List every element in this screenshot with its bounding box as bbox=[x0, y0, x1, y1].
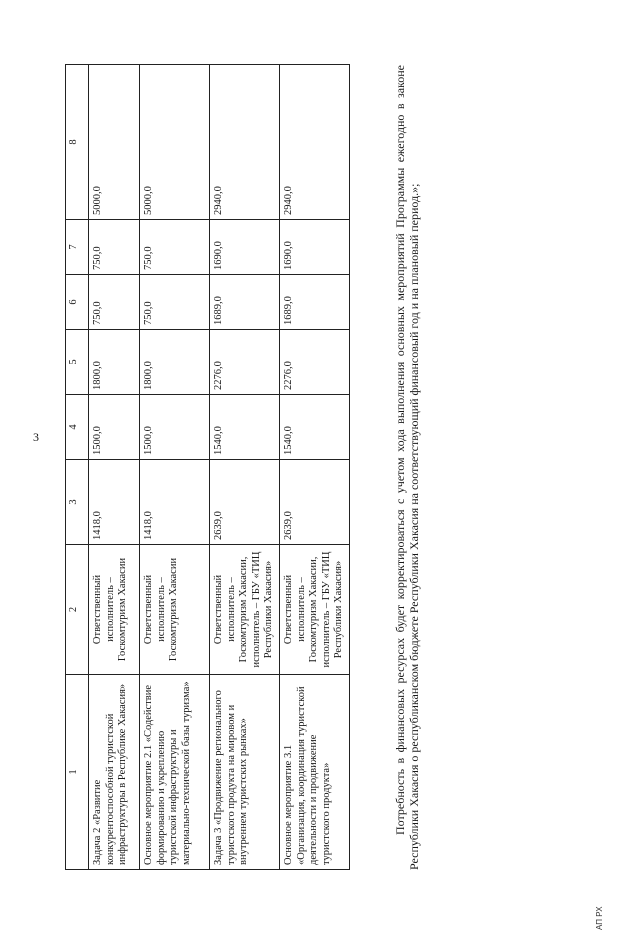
value-cell: 1690,0 bbox=[210, 220, 280, 275]
value-cell: 750,0 bbox=[89, 275, 140, 330]
value-cell: 1689,0 bbox=[210, 275, 280, 330]
task-name-cell: Задача 3 «Продвижение регионального туристского продукта на мировом и внутреннем туристских рынках» bbox=[210, 675, 280, 870]
value-cell: 1690,0 bbox=[280, 220, 350, 275]
value-cell: 2940,0 bbox=[210, 65, 280, 220]
table-row bbox=[280, 65, 350, 870]
value-cell: 2940,0 bbox=[280, 65, 350, 220]
page-number: 3 bbox=[33, 430, 39, 444]
task-name-cell: Основное мероприятие 2.1 «Содействие формированию и укреплению туристской инфраструктуры и материально-технической базы туризма» bbox=[140, 675, 210, 870]
value-cell: 1800,0 bbox=[140, 330, 210, 395]
value-cell: 5000,0 bbox=[89, 65, 140, 220]
header-cell: 4 bbox=[66, 395, 89, 460]
header-cell: 7 bbox=[66, 220, 89, 275]
value-cell: 750,0 bbox=[89, 220, 140, 275]
value-cell: 1500,0 bbox=[89, 395, 140, 460]
financing-table bbox=[65, 64, 350, 870]
rotated-content bbox=[65, 65, 615, 930]
header-cell: 8 bbox=[66, 65, 89, 220]
value-cell: 1418,0 bbox=[140, 460, 210, 545]
value-cell: 2639,0 bbox=[280, 460, 350, 545]
value-cell: 2276,0 bbox=[280, 330, 350, 395]
value-cell: 1418,0 bbox=[89, 460, 140, 545]
header-cell: 5 bbox=[66, 330, 89, 395]
header-cell: 6 bbox=[66, 275, 89, 330]
value-cell: 1689,0 bbox=[280, 275, 350, 330]
value-cell: 1540,0 bbox=[280, 395, 350, 460]
task-name-cell: Задача 2 «Развитие конкурентоспособной туристской инфраструктуры в Республике Хакасия» bbox=[89, 675, 140, 870]
value-cell: 2639,0 bbox=[210, 460, 280, 545]
financing-paragraph bbox=[393, 65, 421, 870]
value-cell: 5000,0 bbox=[140, 65, 210, 220]
executor-cell: Ответственный исполнитель – Госкомтуризм Хакасии bbox=[89, 545, 140, 675]
value-cell: 2276,0 bbox=[210, 330, 280, 395]
header-cell: 1 bbox=[66, 675, 89, 870]
executor-cell: Ответственный исполнитель – Госкомтуризм Хакасии, исполнитель – ГБУ «ТИЦ Республики Хакасия» bbox=[280, 545, 350, 675]
header-cell: 3 bbox=[66, 460, 89, 545]
paragraph-text: Потребность в финансовых ресурсах будет корректироваться с учетом хода выполнения основных мероприятий Программы ежегодно в законе Республики Хакасия о республиканском бюджете Республики Хакасия на соответствующий финансовый год и на плановый период.»; bbox=[393, 65, 421, 870]
table-row bbox=[140, 65, 210, 870]
value-cell: 1540,0 bbox=[210, 395, 280, 460]
table-row bbox=[89, 65, 140, 870]
table-header-row bbox=[66, 65, 89, 870]
task-name-cell: Основное мероприятие 3.1 «Организация, координация туристской деятельности и продвижение туристского продукта» bbox=[280, 675, 350, 870]
value-cell: 750,0 bbox=[140, 220, 210, 275]
header-cell: 2 bbox=[66, 545, 89, 675]
table-row bbox=[210, 65, 280, 870]
executor-cell: Ответственный исполнитель – Госкомтуризм Хакасии bbox=[140, 545, 210, 675]
value-cell: 1800,0 bbox=[89, 330, 140, 395]
value-cell: 1500,0 bbox=[140, 395, 210, 460]
value-cell: 750,0 bbox=[140, 275, 210, 330]
footer-mark: АП РХ bbox=[595, 906, 604, 930]
executor-cell: Ответственный исполнитель – Госкомтуризм Хакасии, исполнитель – ГБУ «ТИЦ Республики Хакасия» bbox=[210, 545, 280, 675]
